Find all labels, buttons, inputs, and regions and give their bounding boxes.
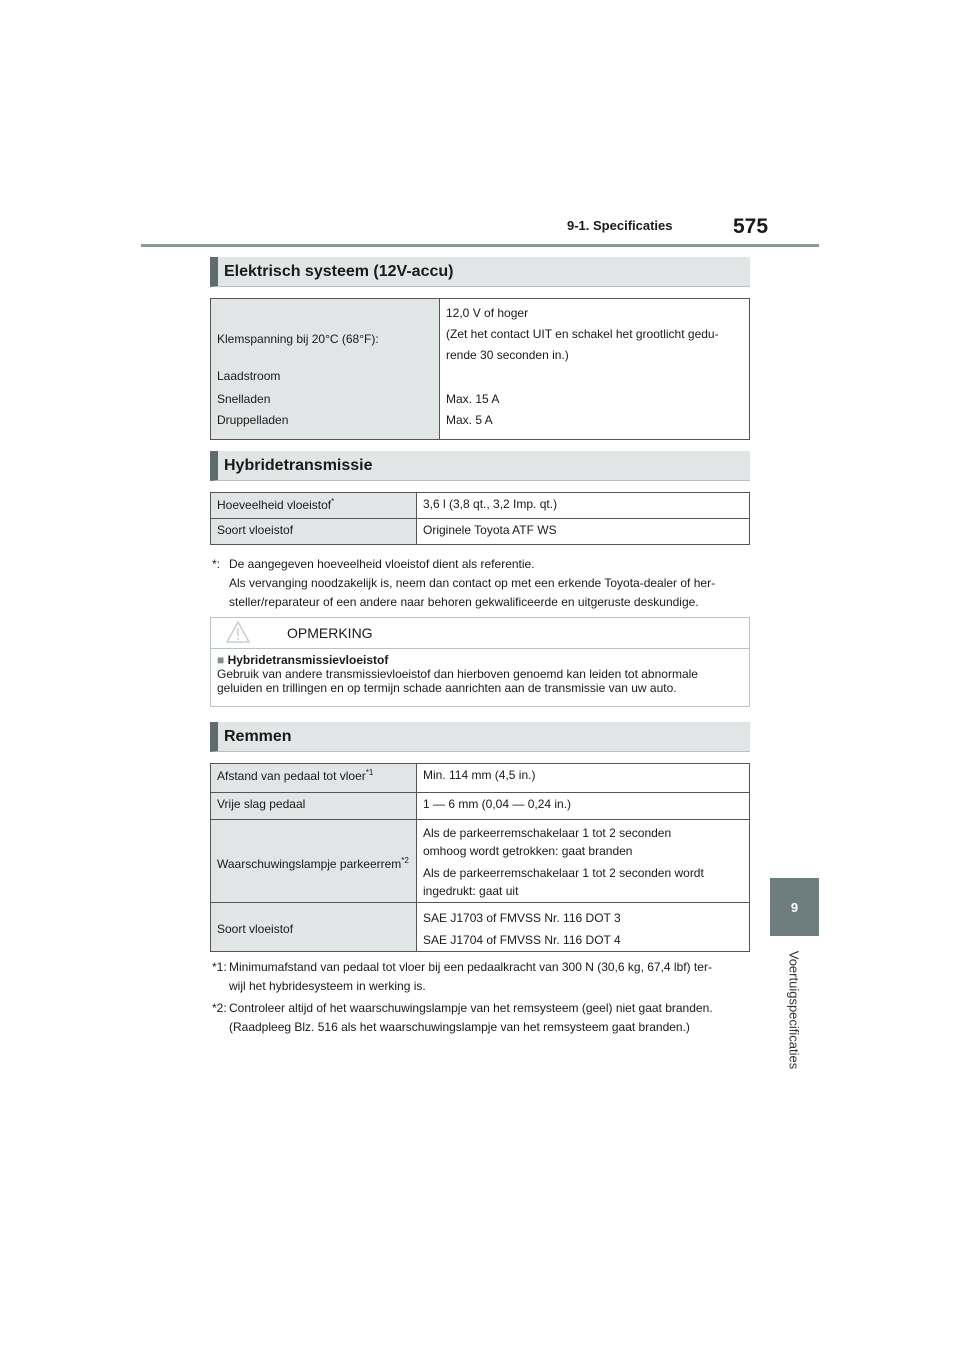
label-text: Hoeveelheid vloeistof [217,498,332,512]
brakes-spec-table [210,763,750,952]
value-line: SAE J1703 of FMVSS Nr. 116 DOT 3 [423,911,621,925]
footnote-mark: *1: [212,960,227,974]
caution-box [210,617,750,707]
caution-heading [217,653,743,667]
label-fast-charge: Snelladen [211,387,440,410]
label-fluid-quantity [211,493,417,519]
value-line: Als de parkeerremschakelaar 1 tot 2 seconden [423,826,672,840]
value-line: SAE J1704 of FMVSS Nr. 116 DOT 4 [423,933,621,947]
value-trickle-charge: Max. 5 A [446,413,493,427]
label-trickle-charge: Druppelladen [211,410,440,440]
value-terminal-voltage [440,299,750,367]
value-pedal-free-play: 1 — 6 mm (0,04 — 0,24 in.) [417,793,750,820]
caution-title: OPMERKING [287,625,373,641]
footnote-line: Controleer altijd of het waarschuwingslampje van het remsysteem (geel) niet gaat branden. [229,1001,713,1015]
caution-heading-text: Hybridetransmissievloeistof [227,653,389,667]
footnote-line: steller/reparateur of een andere naar behoren gekwalificeerde en uitgeruste deskundige. [229,595,699,609]
label-parking-brake-lamp [211,820,417,903]
chapter-title: Voertuigspecificaties [786,950,802,1070]
section-heading-brakes: Remmen [210,722,750,752]
electrical-spec-table [210,298,750,440]
value-fast-charge: Max. 15 A [446,392,500,406]
footnote-ref: * [331,497,335,506]
warning-triangle-icon [225,620,251,644]
footnote-line: wijl het hybridesysteem in werking is. [229,979,426,993]
value-line: 12,0 V of hoger [446,306,529,320]
value-brake-fluid-type [417,903,750,952]
value-line: rende 30 seconden in.) [446,348,569,362]
value-pedal-distance: Min. 114 mm (4,5 in.) [417,764,750,793]
footnote-line: Als vervanging noodzakelijk is, neem dan contact op met een erkende Toyota-dealer of her- [229,576,716,590]
section-heading-electrical: Elektrisch systeem (12V-accu) [210,257,750,287]
label-charging-current: Laadstroom [211,366,440,387]
value-charging-current [440,366,750,387]
footnote-brakes-1 [212,958,752,996]
label-brake-fluid-type: Soort vloeistof [211,903,417,952]
value-line: ingedrukt: gaat uit [423,884,519,898]
chapter-tab: 9 [770,878,819,936]
label-fluid-type: Soort vloeistof [211,519,417,545]
value-line: omhoog wordt getrokken: gaat branden [423,844,633,858]
section-title: 9-1. Specificaties [567,218,673,233]
footnote-transmission [212,555,752,612]
value-fluid-quantity: 3,6 l (3,8 qt., 3,2 Imp. qt.) [417,493,750,519]
caution-text: geluiden en trillingen en op termijn schade aanrichten aan de transmissie van uw auto. [217,681,677,695]
footnote-mark: *: [212,557,221,571]
value-line: (Zet het contact UIT en schakel het grootlicht gedu- [446,327,719,341]
header-rule [141,244,819,247]
footnote-line: De aangegeven hoeveelheid vloeistof dient als referentie. [229,557,535,571]
footnote-mark: *2: [212,1001,227,1015]
section-heading-transmission: Hybridetransmissie [210,451,750,481]
label-terminal-voltage: Klemspanning bij 20°C (68°F): [211,299,440,367]
footnote-line: (Raadpleeg Blz. 516 als het waarschuwingslampje van het remsysteem gaat branden.) [229,1020,690,1034]
value-parking-brake-lamp [417,820,750,903]
footnote-line: Minimumafstand van pedaal tot vloer bij een pedaalkracht van 300 N (30,6 kg, 67,4 lbf) ter- [229,960,712,974]
label-pedal-free-play: Vrije slag pedaal [211,793,417,820]
label-text: Afstand van pedaal tot vloer [217,769,366,783]
square-bullet-icon: ■ [217,653,225,667]
value-line: Als de parkeerremschakelaar 1 tot 2 seconden wordt [423,866,704,880]
label-text: Waarschuwingslampje parkeerrem [217,856,402,871]
label-pedal-distance [211,764,417,793]
page-number: 575 [733,215,769,238]
value-fluid-type: Originele Toyota ATF WS [417,519,750,545]
transmission-spec-table [210,492,750,545]
footnote-brakes-2 [212,999,752,1037]
caution-text: Gebruik van andere transmissievloeistof dan hierboven genoemd kan leiden tot abnormale [217,667,698,681]
footnote-ref: *2 [401,855,409,865]
footnote-ref: *1 [365,768,374,777]
